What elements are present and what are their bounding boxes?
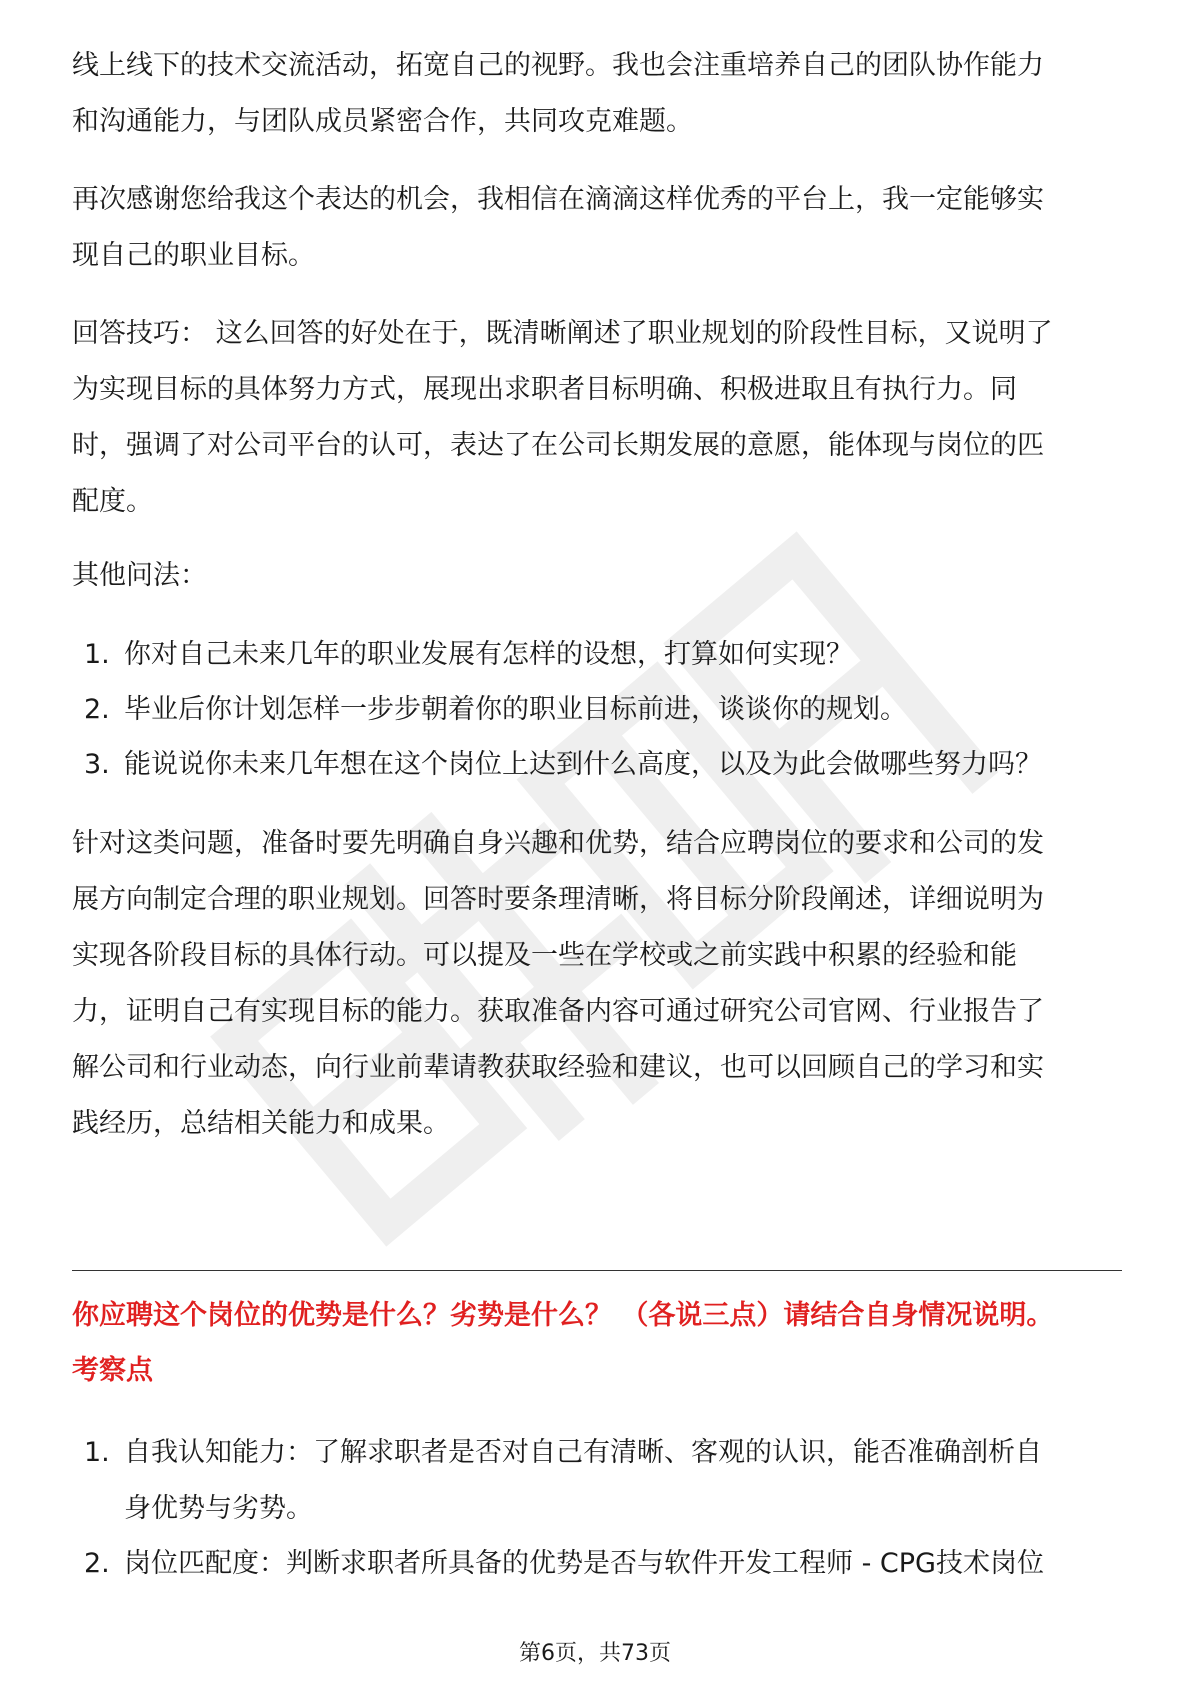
text-line: 时，强调了对公司平台的认可，表达了在公司长期发展的意愿，能体现与岗位的匹 bbox=[72, 430, 1044, 461]
list-text: 毕业后你计划怎样一步步朝着你的职业目标前进，谈谈你的规划。 bbox=[124, 694, 907, 725]
list-item bbox=[84, 627, 1124, 683]
question-title: 你应聘这个岗位的优势是什么？劣势是什么？ （各说三点）请结合自身情况说明。 bbox=[72, 1300, 1054, 1331]
text-line: 针对这类问题，准备时要先明确自身兴趣和优势，结合应聘岗位的要求和公司的发 bbox=[72, 828, 1044, 859]
list-text: 你对自己未来几年的职业发展有怎样的设想，打算如何实现？ bbox=[124, 639, 853, 670]
list-text: 能说说你未来几年想在这个岗位上达到什么高度，以及为此会做哪些努力吗？ bbox=[124, 749, 1042, 780]
page-footer: 第6页，共73页 bbox=[519, 1641, 671, 1666]
list-number: 1. bbox=[84, 1437, 110, 1468]
text-line: 践经历，总结相关能力和成果。 bbox=[72, 1108, 450, 1139]
section-divider bbox=[72, 1270, 1122, 1271]
paragraph-thanks bbox=[72, 172, 1122, 284]
text-line: 线上线下的技术交流活动，拓宽自己的视野。我也会注重培养自己的团队协作能力 bbox=[72, 50, 1044, 81]
list-item bbox=[84, 682, 1124, 738]
list-item bbox=[84, 1425, 1124, 1537]
section-heading: 考察点 bbox=[72, 1355, 153, 1386]
document-page bbox=[72, 0, 1132, 1684]
text-line: 实现各阶段目标的具体行动。可以提及一些在学校或之前实践中积累的经验和能 bbox=[72, 940, 1017, 971]
paragraph-continuation bbox=[72, 38, 1122, 150]
list-number: 3. bbox=[84, 749, 110, 780]
text-line: 回答技巧： 这么回答的好处在于，既清晰阐述了职业规划的阶段性目标，又说明了 bbox=[72, 318, 1053, 349]
text-line: 现自己的职业目标。 bbox=[72, 240, 315, 271]
text-line: 解公司和行业动态，向行业前辈请教获取经验和建议，也可以回顾自己的学习和实 bbox=[72, 1052, 1044, 1083]
text-line: 配度。 bbox=[72, 486, 153, 517]
paragraph-advice bbox=[72, 816, 1122, 1152]
list-item bbox=[84, 1536, 1124, 1592]
text-line: 和沟通能力，与团队成员紧密合作，共同攻克难题。 bbox=[72, 106, 693, 137]
text-line: 为实现目标的具体努力方式，展现出求职者目标明确、积极进取且有执行力。同 bbox=[72, 374, 1017, 405]
text-line: 力，证明自己有实现目标的能力。获取准备内容可通过研究公司官网、行业报告了 bbox=[72, 996, 1044, 1027]
paragraph-other-questions-label bbox=[72, 548, 1122, 604]
list-item bbox=[84, 737, 1124, 793]
list-text: 自我认知能力：了解求职者是否对自己有清晰、客观的认识，能否准确剖析自 bbox=[124, 1437, 1042, 1468]
list-number: 1. bbox=[84, 639, 110, 670]
paragraph-answer-tips bbox=[72, 306, 1122, 530]
text-line: 再次感谢您给我这个表达的机会，我相信在滴滴这样优秀的平台上，我一定能够实 bbox=[72, 184, 1044, 215]
list-text: 岗位匹配度：判断求职者所具备的优势是否与软件开发工程师 - CPG技术岗位 bbox=[124, 1548, 1044, 1579]
text-line: 展方向制定合理的职业规划。回答时要条理清晰，将目标分阶段阐述，详细说明为 bbox=[72, 884, 1044, 915]
list-number: 2. bbox=[84, 1548, 110, 1579]
list-number: 2. bbox=[84, 694, 110, 725]
list-text-continuation: 身优势与劣势。 bbox=[124, 1493, 313, 1524]
text-line: 其他问法： bbox=[72, 560, 207, 591]
